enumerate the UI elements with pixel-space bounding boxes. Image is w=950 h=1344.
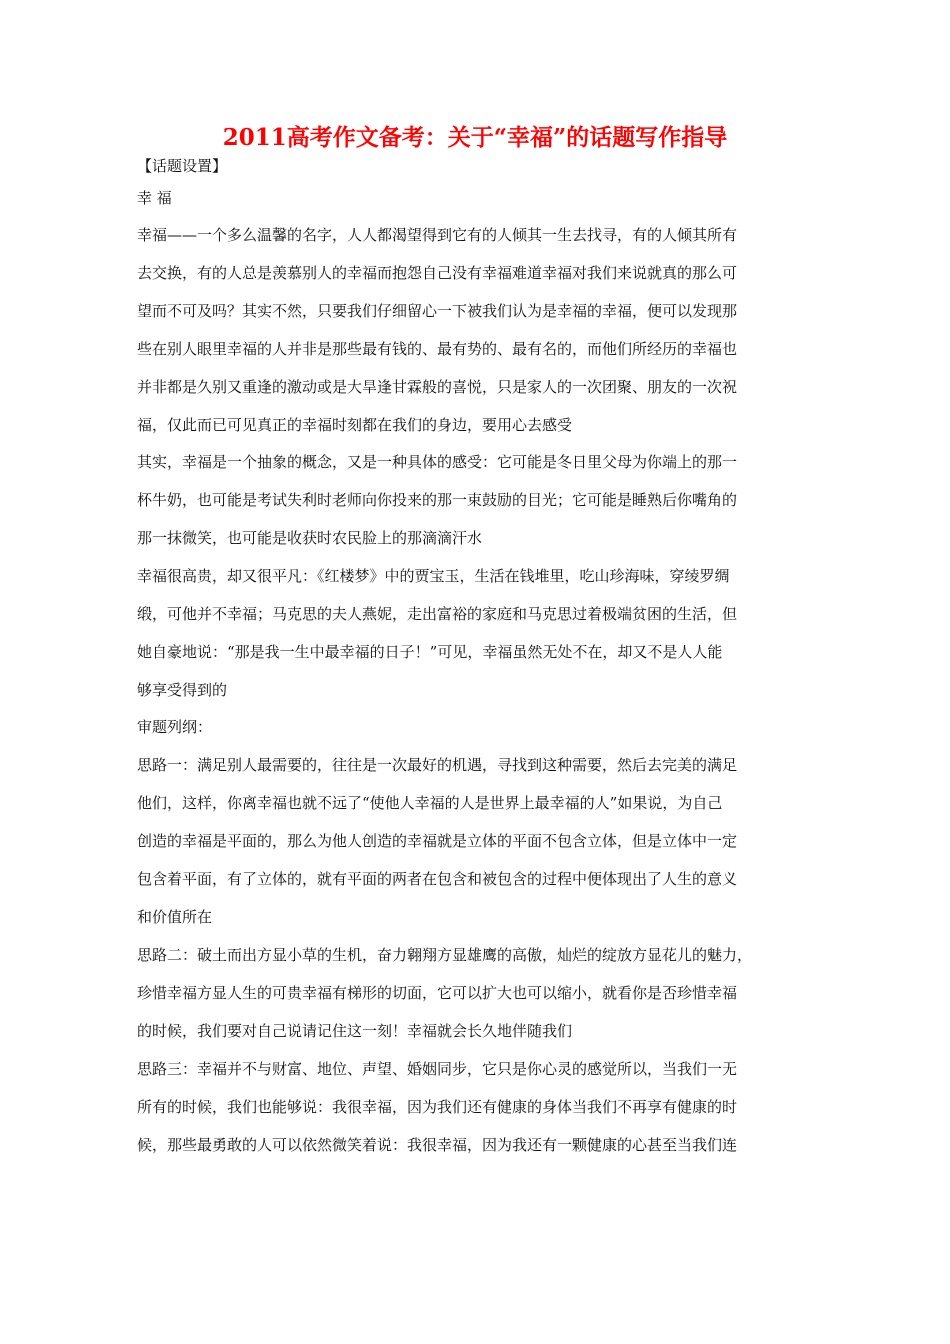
text-line: 幸 福 [137,189,172,207]
text-line: 去交换，有的人总是羡慕别人的幸福而抱怨自己没有幸福难道幸福对我们来说就真的那么可 [137,264,738,282]
text-line: 其实，幸福是一个抽象的概念，又是一种具体的感受：它可能是冬日里父母为你端上的那一 [137,453,738,471]
text-line: 福，仅此而已可见真正的幸福时刻都在我们的身边，要用心去感受 [137,416,573,434]
text-line: 些在别人眼里幸福的人并非是那些最有钱的、最有势的、最有名的，而他们所经历的幸福也 [137,340,738,358]
text-line: 和价值所在 [137,908,213,926]
text-line: 思路三：幸福并不与财富、地位、声望、婚姻同步，它只是你心灵的感觉所以，当我们一无 [137,1060,738,1078]
text-line: 思路一：满足别人最需要的，往往是一次最好的机遇，寻找到这种需要，然后去完美的满足 [137,756,738,774]
text-line: 望而不可及吗？其实不然，只要我们仔细留心一下被我们认为是幸福的幸福，便可以发现那 [137,302,738,320]
text-line: 创造的幸福是平面的，那么为他人创造的幸福就是立体的平面不包含立体，但是立体中一定 [137,832,738,850]
text-line: 杯牛奶，也可能是考试失利时老师向你投来的那一束鼓励的目光；它可能是睡熟后你嘴角的 [137,491,738,509]
text-line: 思路二：破土而出方显小草的生机，奋力翱翔方显雄鹰的高傲，灿烂的绽放方显花儿的魅力， [137,946,753,964]
text-line: 那一抹微笑，也可能是收获时农民脸上的那滴滴汗水 [137,529,483,547]
text-line: 珍惜幸福方显人生的可贵幸福有梯形的切面，它可以扩大也可以缩小，就看你是否珍惜幸福 [137,984,738,1002]
text-line: 包含着平面，有了立体的，就有平面的两者在包含和被包含的过程中便体现出了人生的意义 [137,870,738,888]
text-line: 候，那些最勇敢的人可以依然微笑着说：我很幸福，因为我还有一颗健康的心甚至当我们连 [137,1136,738,1154]
text-line: 他们，这样，你离幸福也就不远了“使他人幸福的人是世界上最幸福的人”如果说，为自己 [137,794,723,812]
text-line: 的时候，我们要对自己说请记住这一刻！幸福就会长久地伴随我们 [137,1022,573,1040]
text-line: 幸福——一个多么温馨的名字，人人都渴望得到它有的人倾其一生去找寻，有的人倾其所有 [137,226,738,244]
section-heading: 【话题设置】 [137,157,228,175]
document-title: 2011高考作文备考：关于“幸福”的话题写作指导 [222,124,728,151]
text-line: 够享受得到的 [137,681,228,699]
text-line: 并非都是久别又重逢的激动或是大旱逢甘霖般的喜悦，只是家人的一次团聚、朋友的一次祝 [137,378,738,396]
text-line: 幸福很高贵，却又很平凡：《红楼梦》中的贾宝玉，生活在钱堆里，吃山珍海味，穿绫罗绸 [137,567,730,585]
text-line: 审题列纲： [137,718,213,736]
text-line: 她自豪地说：“那是我一生中最幸福的日子！”可见，幸福虽然无处不在，却又不是人人能 [137,643,723,661]
text-line: 缎，可他并不幸福；马克思的夫人燕妮，走出富裕的家庭和马克思过着极端贫困的生活，但 [137,605,738,623]
text-line: 所有的时候，我们也能够说：我很幸福，因为我们还有健康的身体当我们不再享有健康的时 [137,1098,738,1116]
